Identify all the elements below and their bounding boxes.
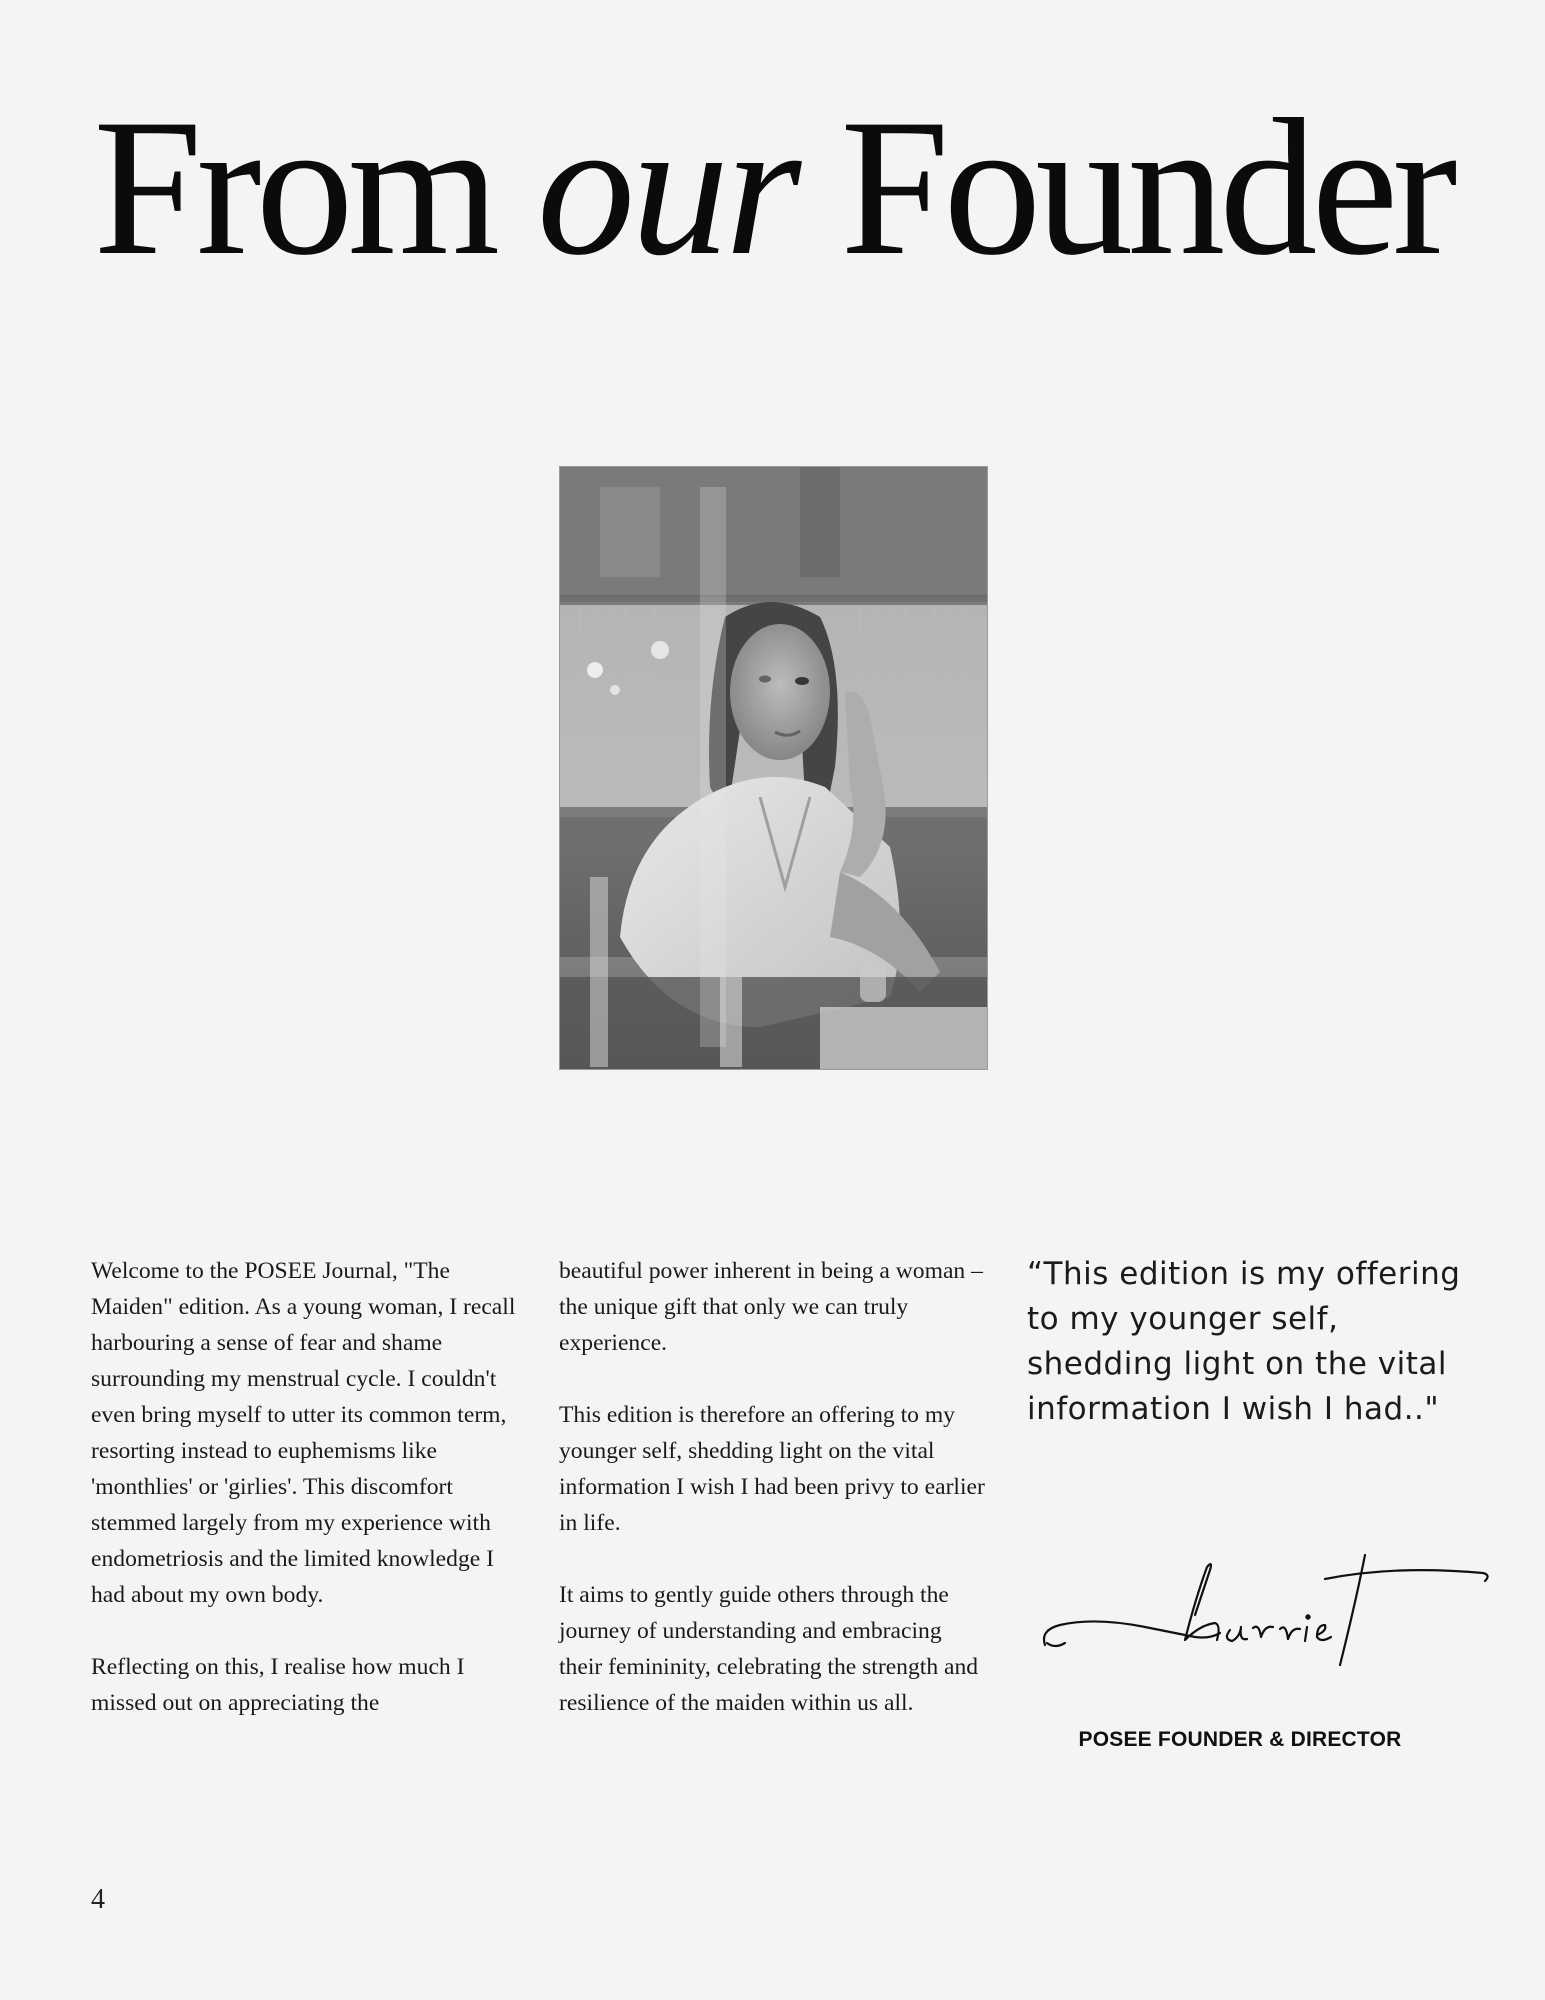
paragraph: This edition is therefore an offering to my younger self, shedding light on the vital information I wish I had been privy to earlier in life.: [559, 1402, 985, 1536]
article-column-1: [91, 1253, 521, 1757]
title-from: From: [93, 79, 495, 296]
title-our: our: [537, 79, 798, 296]
page-title: [0, 79, 1545, 296]
founder-photo: [559, 466, 988, 1070]
paragraph: It aims to gently guide others through the journey of understanding and embracing their femininity, celebrating the strength and resilience of the maiden within us all.: [559, 1582, 979, 1716]
paragraph: Reflecting on this, I realise how much I missed out on appreciating the: [91, 1654, 465, 1716]
title-founder: Founder: [840, 79, 1452, 296]
founder-portrait-photo: [560, 467, 987, 1069]
signature-harriet: [1035, 1545, 1495, 1685]
paragraph: beautiful power inherent in being a woman – the unique gift that only we can truly experience.: [559, 1258, 983, 1356]
paragraph: Welcome to the POSEE Journal, "The Maiden" edition. As a young woman, I recall harbouring a sense of fear and shame surrounding my menstrual cycle. I couldn't even bring myself to utter its common term, resorting instead to euphemisms like 'monthlies' or 'girlies'. This discomfort stemmed largely from my experience with endometriosis and the limited knowledge I had about my own body.: [91, 1258, 516, 1608]
article-column-2: [559, 1253, 989, 1757]
page-number: 4: [91, 1884, 105, 1915]
signature-caption: POSEE FOUNDER & DIRECTOR: [1078, 1728, 1402, 1751]
pull-quote: “This edition is my offering to my younger self, shedding light on the vital information I wish I had..": [1027, 1256, 1461, 1427]
